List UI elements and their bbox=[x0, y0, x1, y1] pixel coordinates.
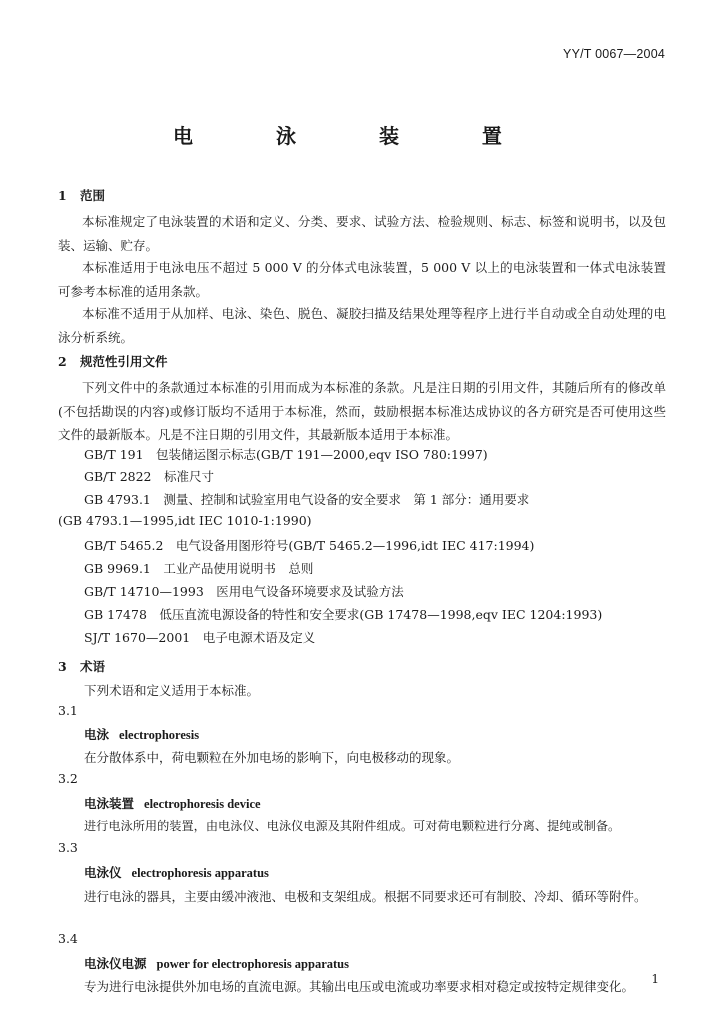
reference-item: GB/T 2822 标准尺寸 bbox=[84, 469, 215, 484]
term-en: electrophoresis apparatus bbox=[131, 866, 269, 880]
term-definition: 在分散体系中，荷电颗粒在外加电场的影响下，向电极移动的现象。 bbox=[84, 750, 460, 765]
reference-item: SJ/T 1670—2001 电子电源术语及定义 bbox=[84, 630, 316, 645]
page-number: 1 bbox=[651, 972, 659, 986]
reference-item: GB 9969.1 工业产品使用说明书 总则 bbox=[84, 561, 314, 576]
reference-item: GB 17478 低压直流电源设备的特性和安全要求(GB 17478—1998,eqv IEC 1204:1993) bbox=[84, 607, 603, 622]
term-definition: 进行电泳的器具，主要由缓冲液池、电极和支架组成。根据不同要求还可有制胶、冷却、循环等附件。 bbox=[84, 889, 647, 904]
term-zh: 电泳装置 bbox=[84, 796, 135, 811]
document-title: 电 泳 装 置 bbox=[173, 124, 540, 148]
reference-item: GB 4793.1 测量、控制和试验室用电气设备的安全要求 第 1 部分：通用要求 bbox=[84, 492, 530, 507]
term-heading bbox=[84, 954, 349, 972]
term-zh: 电泳 bbox=[84, 727, 110, 742]
term-number: 3.3 bbox=[58, 840, 78, 855]
standard-code: YY/T 0067—2004 bbox=[563, 47, 665, 61]
term-heading bbox=[84, 863, 269, 881]
term-definition: 进行电泳所用的装置，由电泳仪、电泳仪电源及其附件组成。可对荷电颗粒进行分离、提纯或制备。 bbox=[84, 819, 621, 833]
term-zh: 电泳仪 bbox=[84, 865, 122, 880]
section-title: 规范性引用文件 bbox=[80, 354, 168, 369]
term-heading bbox=[84, 725, 199, 743]
section-1-heading bbox=[58, 186, 105, 204]
term-number: 3.2 bbox=[58, 771, 78, 786]
term-heading bbox=[84, 794, 261, 812]
section-2-heading bbox=[58, 352, 168, 370]
reference-item-continued: (GB 4793.1—1995,idt IEC 1010-1:1990) bbox=[58, 513, 312, 528]
section-1-paragraph: 本标准适用于电泳电压不超过 5 000 V 的分体式电泳装置，5 000 V 以上的电泳装置和一体式电泳装置可参考本标准的适用条款。 bbox=[58, 260, 666, 299]
reference-item: GB/T 14710—1993 医用电气设备环境要求及试验方法 bbox=[84, 584, 404, 599]
reference-item: GB/T 5465.2 电气设备用图形符号(GB/T 5465.2—1996,idt IEC 417:1994) bbox=[84, 538, 535, 553]
section-title: 范围 bbox=[80, 188, 106, 203]
term-definition: 专为进行电泳提供外加电场的直流电源。其输出电压或电流或功率要求相对稳定或按特定规律变化。 bbox=[84, 979, 635, 994]
section-number: 1 bbox=[58, 188, 67, 203]
term-number: 3.1 bbox=[58, 703, 78, 718]
section-3-intro: 下列术语和定义适用于本标准。 bbox=[84, 683, 260, 698]
term-number: 3.4 bbox=[58, 931, 78, 946]
section-1-paragraph: 本标准不适用于从加样、电泳、染色、脱色、凝胶扫描及结果处理等程序上进行半自动或全自动处理的电泳分析系统。 bbox=[58, 306, 666, 345]
section-2-intro: 下列文件中的条款通过本标准的引用而成为本标准的条款。凡是注日期的引用文件，其随后所有的修改单(不包括勘误的内容)或修订版均不适用于本标准，然而，鼓励根据本标准达成协议的各方研究是否可使用这些文件的最新版本。凡是不注日期的引用文件，其最新版本适用于本标准。 bbox=[58, 380, 666, 442]
section-number: 2 bbox=[58, 354, 67, 369]
term-en: electrophoresis device bbox=[144, 797, 261, 811]
reference-item: GB/T 191 包装储运图示标志(GB/T 191—2000,eqv ISO 780:1997) bbox=[84, 447, 488, 462]
term-en: electrophoresis bbox=[119, 728, 200, 742]
term-zh: 电泳仪电源 bbox=[84, 956, 147, 971]
section-number: 3 bbox=[58, 659, 67, 674]
section-1-paragraph: 本标准规定了电泳装置的术语和定义、分类、要求、试验方法、检验规则、标志、标签和说明书，以及包装、运输、贮存。 bbox=[58, 214, 666, 253]
section-title: 术语 bbox=[80, 659, 106, 674]
section-3-heading bbox=[58, 657, 105, 675]
term-en: power for electrophoresis apparatus bbox=[156, 957, 349, 971]
